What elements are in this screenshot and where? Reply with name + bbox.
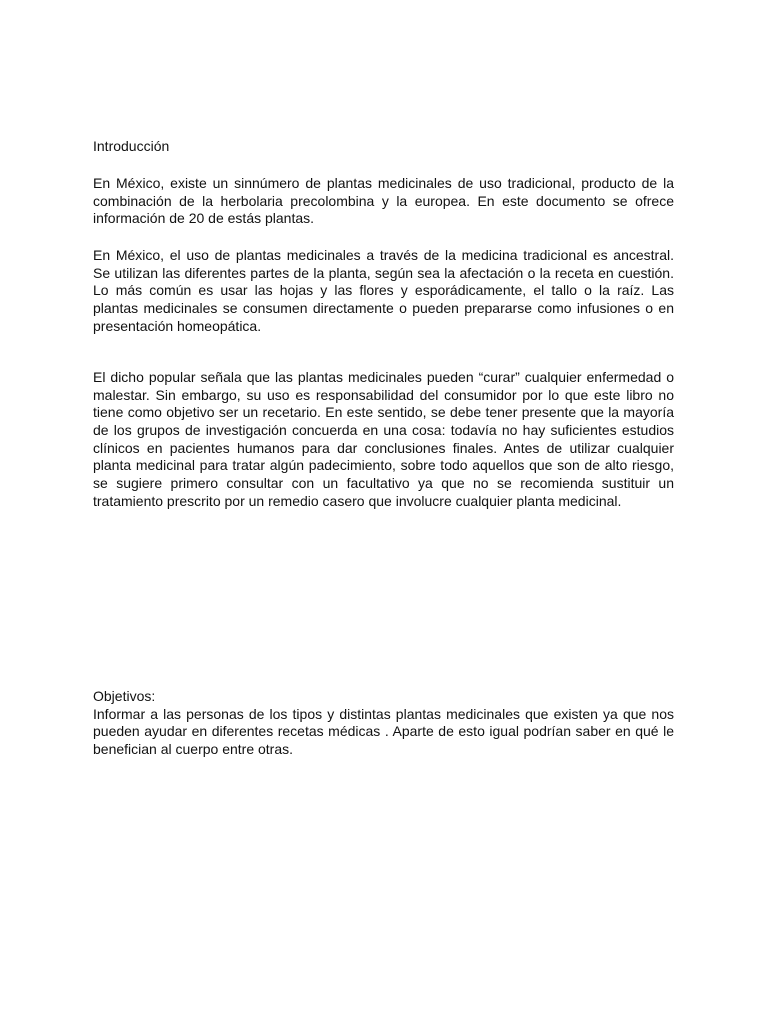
paragraph-line: En México, existe un sinnúmero de plantas medicinales de uso tradicional, producto de la (93, 175, 674, 191)
paragraph-line: malestar. Sin embargo, su uso es responsabilidad del consumidor por lo que este libro no (93, 386, 674, 403)
intro-section (93, 138, 674, 156)
paragraph-line: Se utilizan las diferentes partes de la planta, según sea la afectación o la receta en cuestión. (93, 264, 674, 281)
paragraph-line: clínicos en pacientes humanos para dar conclusiones finales. Antes de utilizar cualquier (93, 439, 674, 456)
intro-heading: Introducción (93, 138, 170, 154)
objectives-line: Informar a las personas de los tipos y distintas plantas medicinales que existen ya que nos (93, 705, 674, 722)
objectives-line: benefician al cuerpo entre otras. (93, 741, 294, 758)
paragraph-line: de los grupos de investigación concuerda en una cosa: todavía no hay suficientes estudios (93, 422, 674, 439)
paragraph (93, 175, 674, 228)
paragraph (93, 369, 674, 511)
paragraph-line: tratamiento prescrito por un remedio casero que involucre cualquier planta medicinal. (93, 492, 622, 509)
paragraph-line: combinación de la herbolaria precolombina y la europea. En este documento se ofrece (93, 192, 674, 209)
objectives-section (93, 688, 674, 759)
paragraph-line: En México, el uso de plantas medicinales a través de la medicina tradicional es ancestral. (93, 247, 674, 263)
paragraph-line: información de 20 de estás plantas. (93, 210, 315, 227)
paragraph-line: presentación homeopática. (93, 317, 262, 334)
paragraph-line: Lo más común es usar las hojas y las flores y esporádicamente, el tallo o la raíz. Las (93, 282, 674, 299)
paragraph-line: tiene como objetivo ser un recetario. En este sentido, se debe tener presente que la mayoría (93, 404, 674, 421)
paragraph-line: El dicho popular señala que las plantas medicinales pueden “curar” cualquier enfermedad o (93, 369, 674, 385)
objectives-heading: Objetivos: (93, 688, 156, 704)
objectives-line: pueden ayudar en diferentes recetas médicas . Aparte de esto igual podrían saber en qué le (93, 723, 674, 740)
paragraph-line: plantas medicinales se consumen directamente o pueden prepararse como infusiones o en (93, 300, 674, 317)
paragraph-line: se sugiere primero consultar con un facultativo ya que no se recomienda sustituir un (93, 475, 674, 492)
paragraph-line: planta medicinal para tratar algún padecimiento, sobre todo aquellos que son de alto riesgo, (93, 457, 674, 474)
paragraph (93, 247, 674, 335)
